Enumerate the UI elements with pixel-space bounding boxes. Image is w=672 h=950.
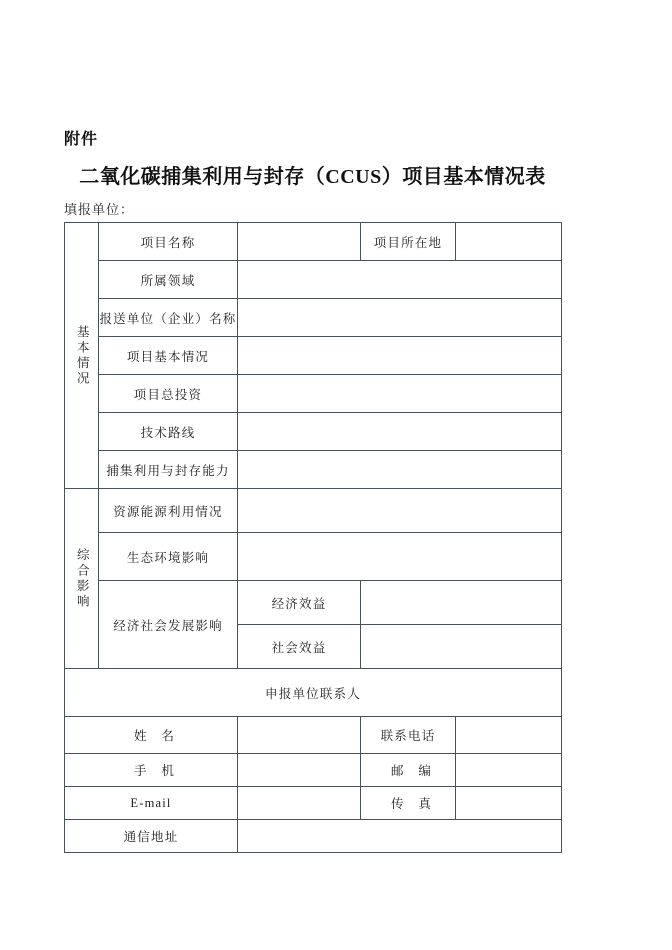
cell-value-contact-name[interactable] bbox=[238, 717, 361, 754]
cell-value-contact-email[interactable] bbox=[238, 787, 361, 820]
table-row bbox=[65, 581, 562, 625]
cell-label-resource-energy-use: 资源能源利用情况 bbox=[99, 489, 238, 533]
cell-value-contact-mobile[interactable] bbox=[238, 754, 361, 787]
cell-value-resource-energy-use[interactable] bbox=[238, 489, 562, 533]
table-row bbox=[65, 337, 562, 375]
cell-value-social-benefit[interactable] bbox=[361, 625, 562, 669]
contact-section-banner: 申报单位联系人 bbox=[65, 669, 562, 717]
cell-label-econ-social-impact: 经济社会发展影响 bbox=[99, 581, 238, 669]
cell-label-contact-email: E-mail bbox=[65, 787, 238, 820]
cell-value-economic-benefit[interactable] bbox=[361, 581, 562, 625]
cell-label-project-name: 项目名称 bbox=[99, 223, 238, 261]
table-row bbox=[65, 669, 562, 717]
table-row bbox=[65, 717, 562, 754]
table-row bbox=[65, 754, 562, 787]
table-row bbox=[65, 223, 562, 261]
cell-label-social-benefit: 社会效益 bbox=[238, 625, 361, 669]
section-label-comprehensive bbox=[65, 489, 99, 669]
table-row bbox=[65, 413, 562, 451]
cell-value-project-name[interactable] bbox=[238, 223, 361, 261]
section-label-basic bbox=[65, 223, 99, 489]
table-row bbox=[65, 375, 562, 413]
section-label-comprehensive-text: 综合影响 bbox=[75, 547, 90, 610]
cell-label-economic-benefit: 经济效益 bbox=[238, 581, 361, 625]
cell-label-tech-route: 技术路线 bbox=[99, 413, 238, 451]
table-row bbox=[65, 451, 562, 489]
cell-value-total-investment[interactable] bbox=[238, 375, 562, 413]
cell-value-tech-route[interactable] bbox=[238, 413, 562, 451]
cell-label-total-investment: 项目总投资 bbox=[99, 375, 238, 413]
table-row bbox=[65, 533, 562, 581]
cell-label-contact-address: 通信地址 bbox=[65, 820, 238, 853]
cell-value-capture-capacity[interactable] bbox=[238, 451, 562, 489]
table-row bbox=[65, 299, 562, 337]
cell-label-contact-phone: 联系电话 bbox=[361, 717, 456, 754]
cell-label-contact-fax: 传 真 bbox=[361, 787, 456, 820]
cell-value-field[interactable] bbox=[238, 261, 562, 299]
cell-value-project-location[interactable] bbox=[456, 223, 562, 261]
cell-value-project-overview[interactable] bbox=[238, 337, 562, 375]
cell-label-project-overview: 项目基本情况 bbox=[99, 337, 238, 375]
cell-value-contact-fax[interactable] bbox=[456, 787, 562, 820]
cell-label-contact-name: 姓 名 bbox=[65, 717, 238, 754]
attachment-label: 附件 bbox=[64, 131, 99, 148]
cell-label-contact-mobile: 手 机 bbox=[65, 754, 238, 787]
cell-label-field: 所属领域 bbox=[99, 261, 238, 299]
section-label-basic-text: 基本情况 bbox=[75, 324, 90, 387]
cell-value-contact-postcode[interactable] bbox=[456, 754, 562, 787]
cell-value-eco-environment-impact[interactable] bbox=[238, 533, 562, 581]
cell-label-contact-postcode: 邮 编 bbox=[361, 754, 456, 787]
table-row bbox=[65, 787, 562, 820]
cell-label-eco-environment-impact: 生态环境影响 bbox=[99, 533, 238, 581]
cell-label-submitting-unit: 报送单位（企业）名称 bbox=[99, 299, 238, 337]
table-row bbox=[65, 820, 562, 853]
filler-unit-label: 填报单位： bbox=[64, 202, 135, 217]
table-row bbox=[65, 489, 562, 533]
cell-value-contact-address[interactable] bbox=[238, 820, 562, 853]
ccus-project-form-table bbox=[64, 222, 562, 853]
table-row bbox=[65, 261, 562, 299]
page-title: 二氧化碳捕集利用与封存（CCUS）项目基本情况表 bbox=[79, 166, 546, 188]
cell-value-submitting-unit[interactable] bbox=[238, 299, 562, 337]
cell-value-contact-phone[interactable] bbox=[456, 717, 562, 754]
cell-label-capture-capacity: 捕集利用与封存能力 bbox=[99, 451, 238, 489]
cell-label-project-location: 项目所在地 bbox=[361, 223, 456, 261]
